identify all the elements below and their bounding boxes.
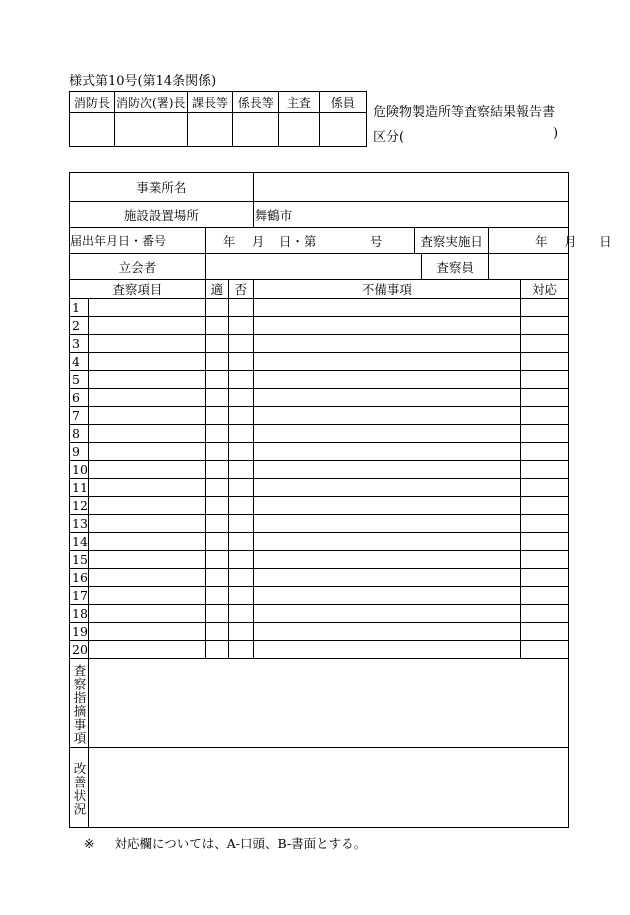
table-row	[70, 587, 569, 605]
deficiency-cell[interactable]	[253, 407, 520, 425]
table-row	[70, 371, 569, 389]
table-row	[70, 533, 569, 551]
action-cell[interactable]	[521, 353, 569, 371]
improvement-label: 改善状況	[70, 748, 89, 828]
deficiency-cell[interactable]	[253, 299, 520, 317]
row-number: 16	[70, 569, 89, 587]
ng-cell[interactable]	[228, 551, 253, 569]
table-row	[70, 461, 569, 479]
witness-label: 立会者	[70, 254, 206, 280]
column-header-ok: 適	[205, 280, 228, 299]
action-cell[interactable]	[521, 533, 569, 551]
ng-cell[interactable]	[228, 461, 253, 479]
row-number: 20	[70, 641, 89, 659]
item-cell[interactable]	[89, 425, 206, 443]
action-cell[interactable]	[521, 407, 569, 425]
action-cell[interactable]	[521, 299, 569, 317]
approval-stamp-table	[69, 91, 367, 147]
ng-cell[interactable]	[228, 587, 253, 605]
ng-cell[interactable]	[228, 479, 253, 497]
item-cell[interactable]	[89, 605, 206, 623]
action-cell[interactable]	[521, 641, 569, 659]
table-row	[70, 569, 569, 587]
inspection-rows	[70, 299, 569, 659]
table-row	[70, 551, 569, 569]
action-cell[interactable]	[521, 335, 569, 353]
deficiency-cell[interactable]	[253, 353, 520, 371]
office-name-field[interactable]	[253, 173, 568, 202]
ok-cell[interactable]	[205, 461, 228, 479]
table-row	[70, 641, 569, 659]
table-row	[70, 479, 569, 497]
column-header-ng: 否	[228, 280, 253, 299]
action-cell[interactable]	[521, 461, 569, 479]
item-cell[interactable]	[89, 461, 206, 479]
inspection-year: 年	[535, 234, 548, 249]
ng-cell[interactable]	[228, 641, 253, 659]
inspection-day: 日	[599, 234, 612, 249]
approval-header: 消防長	[70, 92, 115, 113]
ok-cell[interactable]	[205, 551, 228, 569]
table-row	[70, 497, 569, 515]
row-number: 6	[70, 389, 89, 407]
item-cell[interactable]	[89, 371, 206, 389]
witness-field[interactable]	[205, 254, 421, 280]
ok-cell[interactable]	[205, 623, 228, 641]
notification-month: 月	[251, 234, 265, 249]
action-cell[interactable]	[521, 515, 569, 533]
ok-cell[interactable]	[205, 515, 228, 533]
approval-header: 課長等	[187, 92, 233, 113]
action-cell[interactable]	[521, 479, 569, 497]
approval-header: 主査	[279, 92, 320, 113]
deficiency-cell[interactable]	[253, 335, 520, 353]
inspector-label: 査察員	[422, 254, 489, 280]
item-cell[interactable]	[89, 299, 206, 317]
ng-cell[interactable]	[228, 335, 253, 353]
ng-cell[interactable]	[228, 353, 253, 371]
item-cell[interactable]	[89, 389, 206, 407]
action-cell[interactable]	[521, 587, 569, 605]
item-cell[interactable]	[89, 641, 206, 659]
ok-cell[interactable]	[205, 605, 228, 623]
ok-cell[interactable]	[205, 425, 228, 443]
table-row	[70, 299, 569, 317]
ng-cell[interactable]	[228, 623, 253, 641]
findings-label: 査察指摘事項	[70, 659, 89, 748]
action-cell[interactable]	[521, 569, 569, 587]
action-cell[interactable]	[521, 389, 569, 407]
action-cell[interactable]	[521, 623, 569, 641]
notification-number: 号	[369, 234, 383, 249]
ng-cell[interactable]	[228, 317, 253, 335]
item-cell[interactable]	[89, 551, 206, 569]
deficiency-cell[interactable]	[253, 515, 520, 533]
row-number: 19	[70, 623, 89, 641]
category-field[interactable]	[410, 126, 550, 142]
deficiency-cell[interactable]	[253, 371, 520, 389]
ng-cell[interactable]	[228, 515, 253, 533]
deficiency-cell[interactable]	[253, 551, 520, 569]
row-number: 10	[70, 461, 89, 479]
item-cell[interactable]	[89, 443, 206, 461]
row-number: 2	[70, 317, 89, 335]
ng-cell[interactable]	[228, 497, 253, 515]
deficiency-cell[interactable]	[253, 425, 520, 443]
action-cell[interactable]	[521, 497, 569, 515]
item-cell[interactable]	[89, 569, 206, 587]
column-header-item: 査察項目	[70, 280, 206, 299]
deficiency-cell[interactable]	[253, 587, 520, 605]
approval-stamp-box[interactable]	[187, 113, 233, 147]
row-number: 4	[70, 353, 89, 371]
ok-cell[interactable]	[205, 443, 228, 461]
notification-label: 届出年月日・番号	[70, 228, 206, 254]
action-cell[interactable]	[521, 443, 569, 461]
table-row	[70, 605, 569, 623]
ok-cell[interactable]	[205, 569, 228, 587]
ok-cell[interactable]	[205, 317, 228, 335]
row-number: 3	[70, 335, 89, 353]
approval-stamp-box[interactable]	[319, 113, 366, 147]
inspection-date-label: 査察実施日	[415, 228, 489, 254]
table-row	[70, 443, 569, 461]
approval-stamp-box[interactable]	[279, 113, 320, 147]
item-cell[interactable]	[89, 587, 206, 605]
ok-cell[interactable]	[205, 389, 228, 407]
action-cell[interactable]	[521, 425, 569, 443]
column-header-deficiency: 不備事項	[253, 280, 520, 299]
row-number: 8	[70, 425, 89, 443]
deficiency-cell[interactable]	[253, 569, 520, 587]
ng-cell[interactable]	[228, 425, 253, 443]
action-cell[interactable]	[521, 605, 569, 623]
report-title: 危険物製造所等査察結果報告書	[373, 105, 556, 120]
form-number: 様式第10号(第14条関係)	[69, 74, 217, 89]
notification-field[interactable]	[205, 228, 414, 254]
item-cell[interactable]	[89, 533, 206, 551]
inspection-date-field[interactable]	[489, 228, 612, 254]
item-cell[interactable]	[89, 317, 206, 335]
office-name-label: 事業所名	[70, 173, 254, 202]
deficiency-cell[interactable]	[253, 605, 520, 623]
ok-cell[interactable]	[205, 587, 228, 605]
action-cell[interactable]	[521, 371, 569, 389]
deficiency-cell[interactable]	[253, 443, 520, 461]
table-row	[70, 353, 569, 371]
row-number: 14	[70, 533, 89, 551]
table-row	[70, 425, 569, 443]
findings-field[interactable]	[89, 659, 569, 748]
footnote-mark: ※	[84, 836, 95, 851]
table-row	[70, 515, 569, 533]
ok-cell[interactable]	[205, 641, 228, 659]
row-number: 7	[70, 407, 89, 425]
category-close: )	[553, 126, 559, 141]
ng-cell[interactable]	[228, 443, 253, 461]
approval-header: 消防次(署)長	[114, 92, 187, 113]
table-row	[70, 407, 569, 425]
row-number: 13	[70, 515, 89, 533]
row-number: 15	[70, 551, 89, 569]
ok-cell[interactable]	[205, 407, 228, 425]
deficiency-cell[interactable]	[253, 317, 520, 335]
ng-cell[interactable]	[228, 569, 253, 587]
approval-header: 係長等	[233, 92, 279, 113]
item-cell[interactable]	[89, 623, 206, 641]
row-number: 18	[70, 605, 89, 623]
footnote-text: 対応欄については、A-口頭、B-書面とする。	[114, 836, 367, 851]
item-cell[interactable]	[89, 515, 206, 533]
row-number: 11	[70, 479, 89, 497]
approval-stamp-box[interactable]	[233, 113, 279, 147]
ok-cell[interactable]	[205, 353, 228, 371]
inspection-table	[69, 172, 612, 828]
row-number: 5	[70, 371, 89, 389]
approval-stamp-box[interactable]	[70, 113, 115, 147]
deficiency-cell[interactable]	[253, 497, 520, 515]
table-row	[70, 317, 569, 335]
deficiency-cell[interactable]	[253, 641, 520, 659]
action-cell[interactable]	[521, 317, 569, 335]
deficiency-cell[interactable]	[253, 623, 520, 641]
item-cell[interactable]	[89, 335, 206, 353]
column-header-action: 対応	[521, 280, 569, 299]
deficiency-cell[interactable]	[253, 533, 520, 551]
ng-cell[interactable]	[228, 533, 253, 551]
item-cell[interactable]	[89, 497, 206, 515]
ok-cell[interactable]	[205, 479, 228, 497]
deficiency-cell[interactable]	[253, 479, 520, 497]
notification-year: 年	[222, 234, 236, 249]
table-row	[70, 389, 569, 407]
table-row	[70, 623, 569, 641]
inspection-month: 月	[564, 234, 577, 249]
ng-cell[interactable]	[228, 605, 253, 623]
action-cell[interactable]	[521, 551, 569, 569]
facility-location-value: 舞鶴市	[254, 207, 293, 223]
facility-location-label: 施設設置場所	[70, 202, 254, 228]
deficiency-cell[interactable]	[253, 389, 520, 407]
ok-cell[interactable]	[205, 497, 228, 515]
row-number: 17	[70, 587, 89, 605]
row-number: 9	[70, 443, 89, 461]
table-row	[70, 335, 569, 353]
facility-location-field[interactable]	[253, 202, 568, 228]
deficiency-cell[interactable]	[253, 461, 520, 479]
item-cell[interactable]	[89, 407, 206, 425]
ng-cell[interactable]	[228, 299, 253, 317]
row-number: 12	[70, 497, 89, 515]
ok-cell[interactable]	[205, 533, 228, 551]
item-cell[interactable]	[89, 353, 206, 371]
ng-cell[interactable]	[228, 389, 253, 407]
ok-cell[interactable]	[205, 335, 228, 353]
row-number: 1	[70, 299, 89, 317]
approval-header: 係員	[319, 92, 366, 113]
ng-cell[interactable]	[228, 371, 253, 389]
footnote	[84, 834, 366, 852]
category-label: 区分(	[373, 130, 405, 145]
ok-cell[interactable]	[205, 371, 228, 389]
item-cell[interactable]	[89, 479, 206, 497]
ng-cell[interactable]	[228, 407, 253, 425]
approval-stamp-box[interactable]	[114, 113, 187, 147]
ok-cell[interactable]	[205, 299, 228, 317]
improvement-field[interactable]	[89, 748, 569, 828]
notification-day-no: 日・第	[278, 234, 317, 249]
inspector-field[interactable]	[489, 254, 569, 280]
